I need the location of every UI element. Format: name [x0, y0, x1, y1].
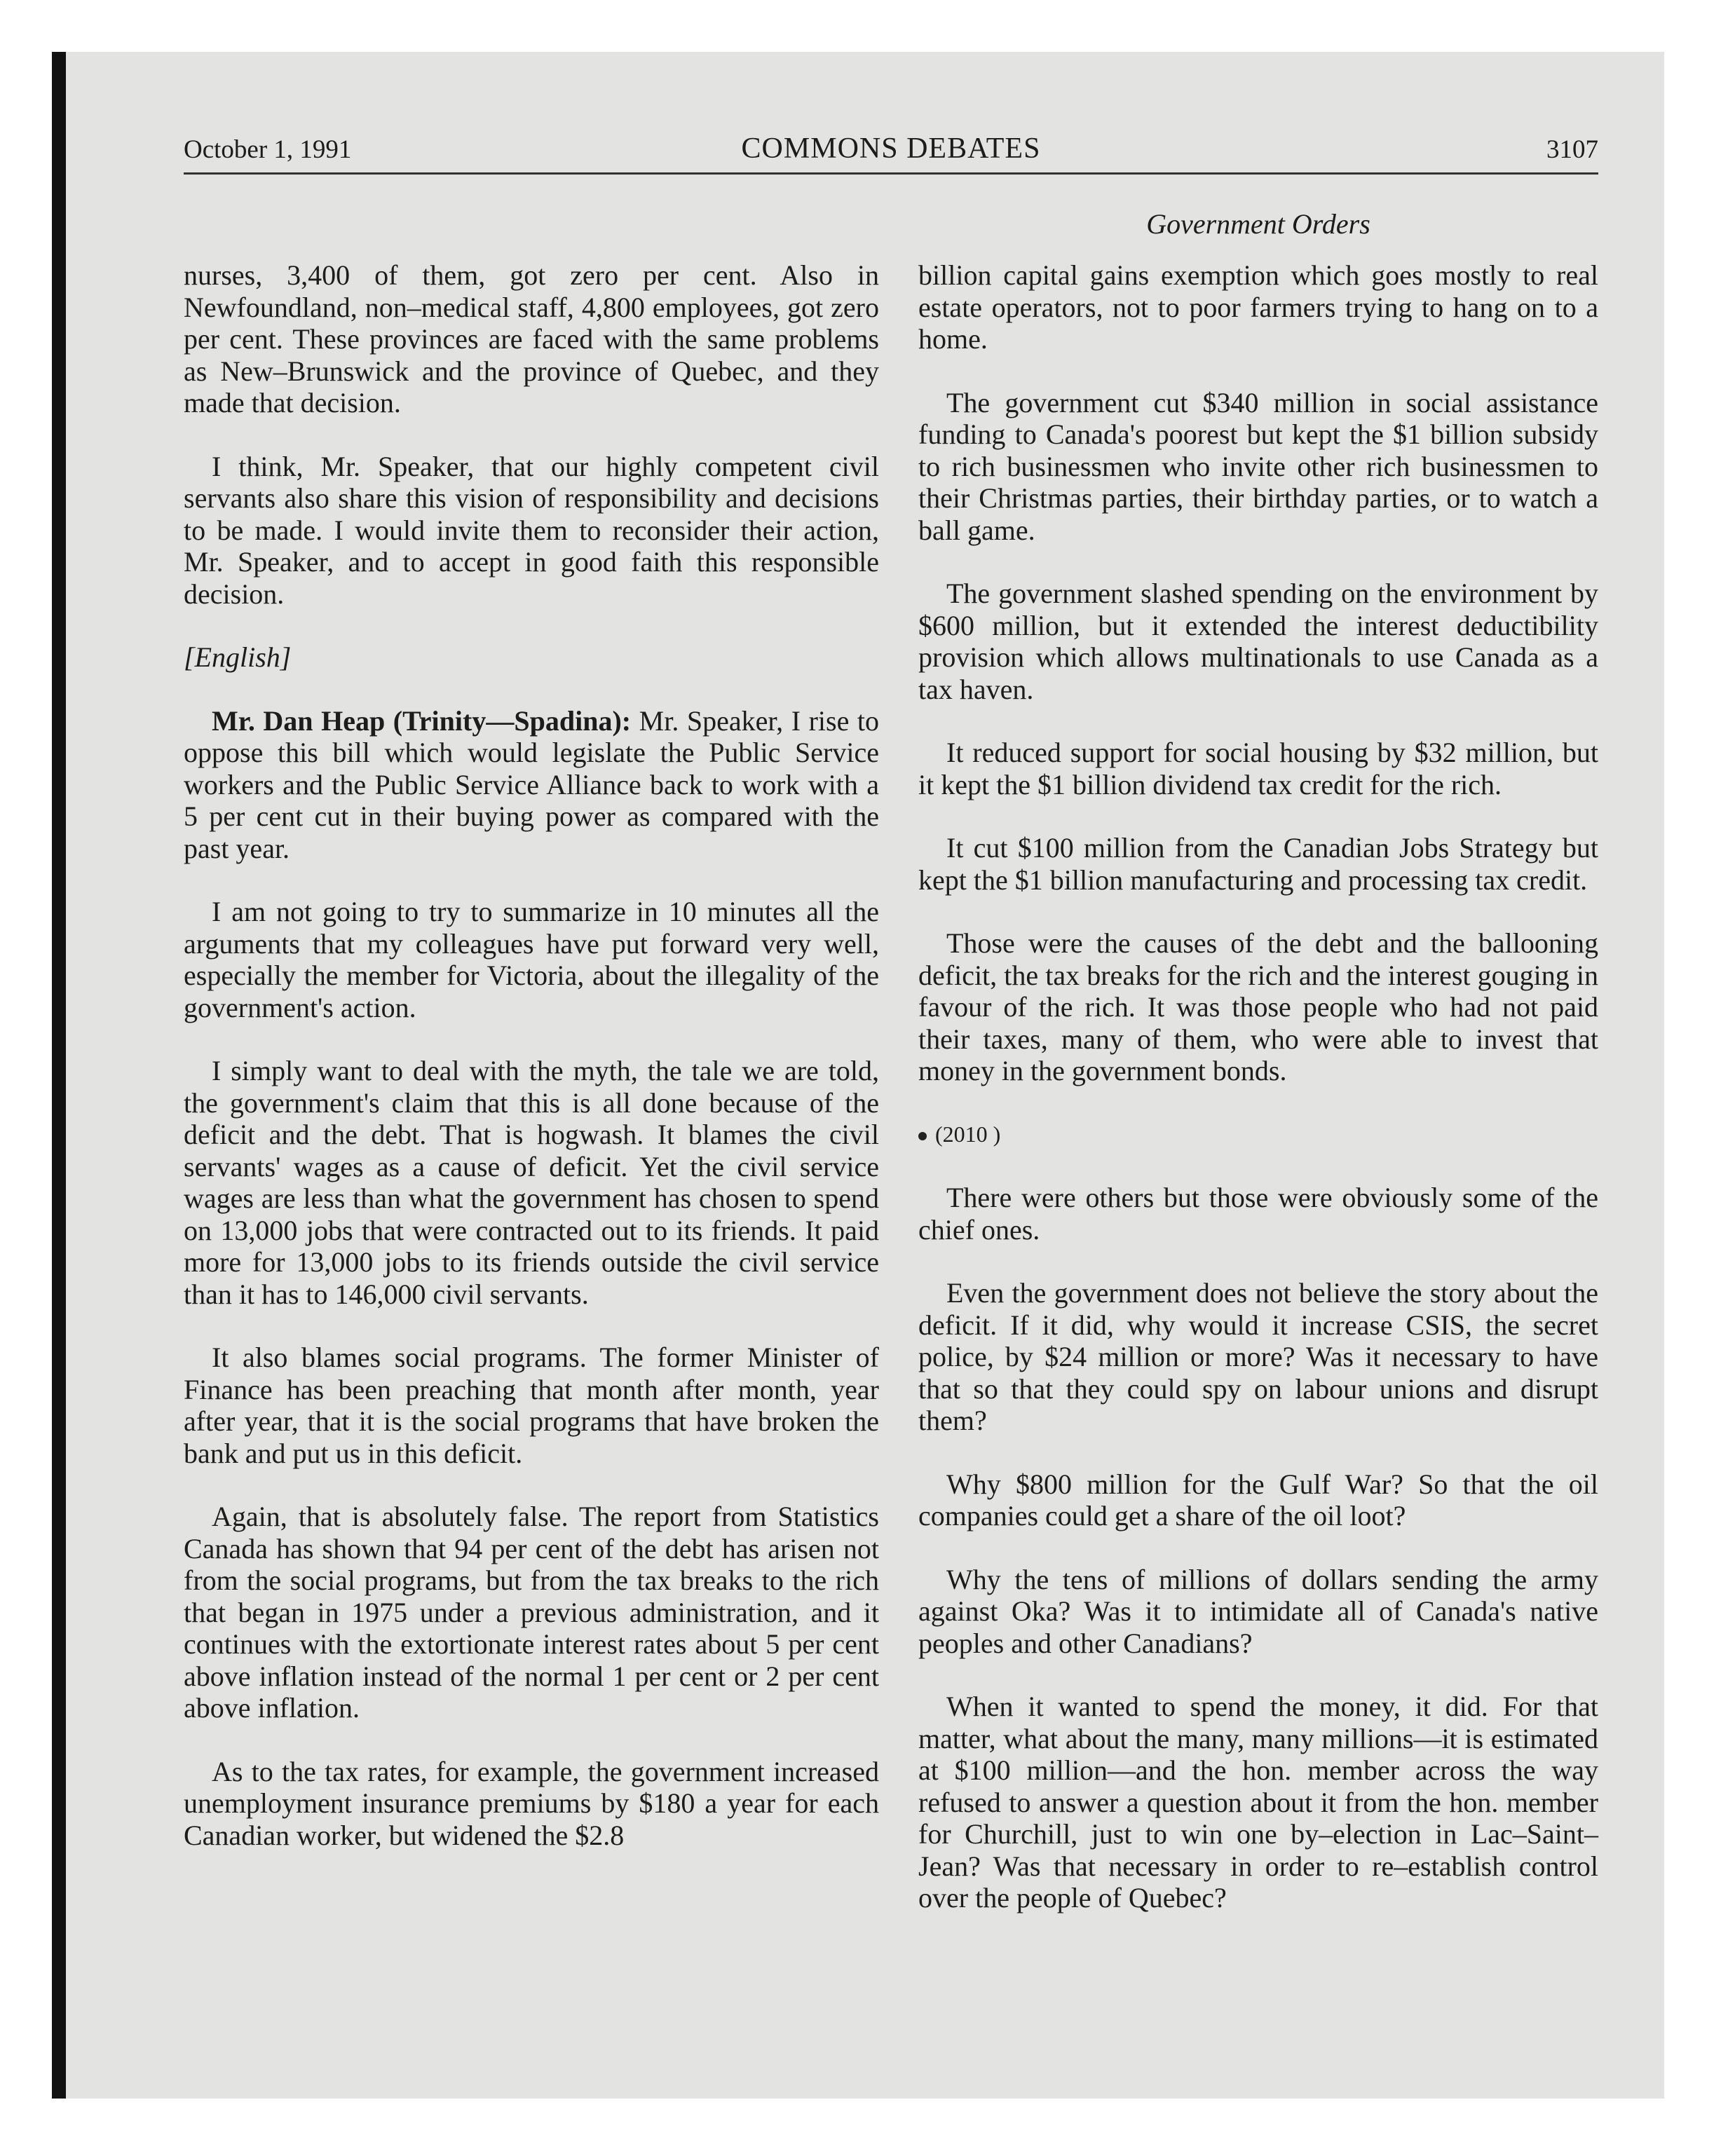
paragraph: The government slashed spending on the environment by $600 million, but it extended the interest deductibility provision which allows multinationals to use Canada as a tax haven.	[918, 578, 1598, 705]
bullet-icon	[918, 1132, 927, 1140]
paragraph: I simply want to deal with the myth, the tale we are told, the government's claim that this is all done because of the deficit and the debt. That is hogwash. It blames the civil servants' wages as a cause of deficit. Yet the civil service wages are less than what the government has chosen to spend on 13,000 jobs that were contracted out to its friends. It paid more for 13,000 jobs to its friends outside the civil service than it has to 146,000 civil servants.	[184, 1055, 879, 1310]
time-marker	[918, 1119, 1598, 1151]
page-header	[184, 126, 1598, 168]
speaker-name: Mr. Dan Heap (Trinity—Spadina):	[212, 704, 632, 737]
right-column	[918, 259, 1598, 1946]
speaker-paragraph	[184, 705, 879, 865]
paragraph: As to the tax rates, for example, the government increased unemployment insurance premiums by $180 a year for each Canadian worker, but widened the $2.8	[184, 1755, 879, 1851]
time-marker-text: (2010 )	[935, 1121, 1001, 1147]
paragraph: There were others but those were obviously some of the chief ones.	[918, 1182, 1598, 1246]
paragraph: It cut $100 million from the Canadian Jobs Strategy but kept the $1 billion manufacturing and processing tax credit.	[918, 832, 1598, 896]
paragraph: I think, Mr. Speaker, that our highly competent civil servants also share this vision of responsibility and decisions to be made. I would invite them to reconsider their action, Mr. Speaker, and to accept in good faith this responsible decision.	[184, 450, 879, 610]
language-tag: [English]	[184, 641, 292, 673]
paragraph: Why the tens of millions of dollars sending the army against Oka? Was it to intimidate all of Canada's native peoples and other Canadians?	[918, 1563, 1598, 1659]
left-column	[184, 259, 879, 1883]
paragraph: billion capital gains exemption which goes mostly to real estate operators, not to poor farmers trying to hang on to a home.	[918, 259, 1598, 355]
paragraph: When it wanted to spend the money, it did. For that matter, what about the many, many millions—it is estimated at $100 million—and the hon. member across the way refused to answer a question about it from the hon. member for Churchill, just to win one by–election in Lac–Saint–Jean? Was that necessary in order to re–establish control over the people of Quebec?	[918, 1691, 1598, 1913]
paragraph: It reduced support for social housing by $32 million, but it kept the $1 billion dividend tax credit for the rich.	[918, 737, 1598, 800]
header-date: October 1, 1991	[184, 135, 352, 164]
paragraph: Again, that is absolutely false. The report from Statistics Canada has shown that 94 per cent of the debt has arisen not from the social programs, but from the tax breaks to the rich that began in 1975 under a previous administration, and it continues with the extortionate interest rates about 5 per cent above inflation instead of the normal 1 per cent or 2 per cent above inflation.	[184, 1501, 879, 1724]
paragraph: The government cut $340 million in social assistance funding to Canada's poorest but kept the $1 billion subsidy to rich businessmen who invite other rich businessmen to their Christmas parties, their birthday parties, or to watch a ball game.	[918, 386, 1598, 546]
paragraph: Those were the causes of the debt and the ballooning deficit, the tax breaks for the rich and the interest gouging in favour of the rich. It was those people who had not paid their taxes, many of them, who were able to invest that money in the government bonds.	[918, 927, 1598, 1086]
paragraph: nurses, 3,400 of them, got zero per cent. Also in Newfoundland, non–medical staff, 4,800 employees, got zero per cent. These provinces are faced with the same problems as New–Brunswick and the province of Quebec, and they made that decision.	[184, 259, 879, 418]
paragraph: I am not going to try to summarize in 10 minutes all the arguments that my colleagues have put forward very well, especially the member for Victoria, about the illegality of the government's action.	[184, 896, 879, 1023]
header-title: COMMONS DEBATES	[741, 132, 1041, 165]
header-rule	[184, 172, 1598, 175]
paragraph: It also blames social programs. The former Minister of Finance has been preaching that month after month, year after year, that it is the social programs that have broken the bank and put us in this deficit.	[184, 1342, 879, 1469]
scan-border	[52, 52, 66, 2099]
page-number: 3107	[1546, 135, 1598, 164]
speech-text: Mr. Speaker, I rise to oppose this bill which would legislate the Public Service workers and the Public Service Alliance back to work with a 5 per cent cut in their buying power as compared with the past year.	[184, 704, 879, 864]
section-heading: Government Orders	[1146, 208, 1370, 240]
paragraph: Even the government does not believe the story about the deficit. If it did, why would it increase CSIS, the secret police, by $24 million or more? Was it necessary to have that so that they could spy on labour unions and disrupt them?	[918, 1277, 1598, 1436]
paragraph: Why $800 million for the Gulf War? So that the oil companies could get a share of the oil loot?	[918, 1468, 1598, 1531]
